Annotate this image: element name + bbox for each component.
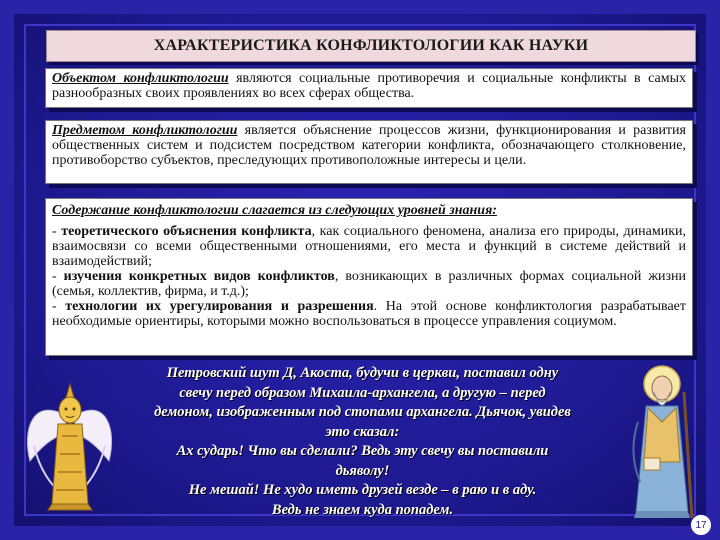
level-rest: , возникающих в различных формах социальной жизни (семья, коллектив, фирма, и т.д.); [52,269,686,299]
quote-line: это сказал: [325,423,400,440]
content-levels-box [45,198,693,356]
level-prefix: - [52,224,62,239]
level-bold: изучения конкретных видов конфликтов [63,269,335,284]
level-bold: технологии их урегулирования и разрешения [65,299,374,314]
level-rest: , как социального феномена, анализа его природы, динамики, взаимосвязи со всеми общественными отношениями, его места и функций в системе действий и взаимодействий; [52,224,686,269]
slide-title: ХАРАКТЕРИСТИКА КОНФЛИКТОЛОГИИ КАК НАУКИ [46,30,696,62]
object-definition-box [45,68,693,108]
quote-line: свечу перед образом Михаила-архангела, а другую – перед [179,384,546,401]
level-item [52,299,686,329]
content-heading: Содержание конфликтологии слагается из следующих уровней знания: [52,203,497,218]
saint-illustration-icon [618,362,706,522]
object-term: Объектом конфликтологии [52,71,229,86]
page-number-badge: 17 [690,514,712,536]
level-prefix: - [52,299,66,314]
level-prefix: - [52,269,64,284]
quote-line: Ах сударь! Что вы сделали? Ведь эту свечу вы поставили [176,443,549,459]
level-bold: теоретического объяснения конфликта [61,224,312,239]
quote-line: Петровский шут Д, Акоста, будучи в церкви, поставил одну [166,365,559,381]
anecdote-quote [110,364,615,520]
quote-line: дьяволу! [335,462,390,479]
level-rest: . На этой основе конфликтология разрабатывает необходимые ориентиры, которыми можно воспользоваться в процессе управления социумом. [52,299,686,329]
quote-line: Ведь не знаем куда попадем. [271,501,454,518]
quote-line: демоном, изображенным под стопами архангела. Дьячок, увидев [154,404,571,420]
angel-illustration-icon [22,376,117,516]
level-item [52,269,686,299]
object-text: являются социальные противоречия и социальные конфликты в самых разнообразных своих проявлениях во всех сферах общества. [52,71,686,101]
subject-definition-box [45,120,693,184]
quote-line: Не мешай! Не худо иметь друзей везде – в раю и в аду. [188,482,537,498]
subject-term: Предметом конфликтологии [52,123,238,138]
level-item [52,224,686,269]
subject-text: является объяснение процессов жизни, функционирования и развития общественных систем и подсистем посредством категории конфликта, обозначающего столкновение, противоборство субъектов, преследующих противоположные интересы и цели. [52,123,686,168]
